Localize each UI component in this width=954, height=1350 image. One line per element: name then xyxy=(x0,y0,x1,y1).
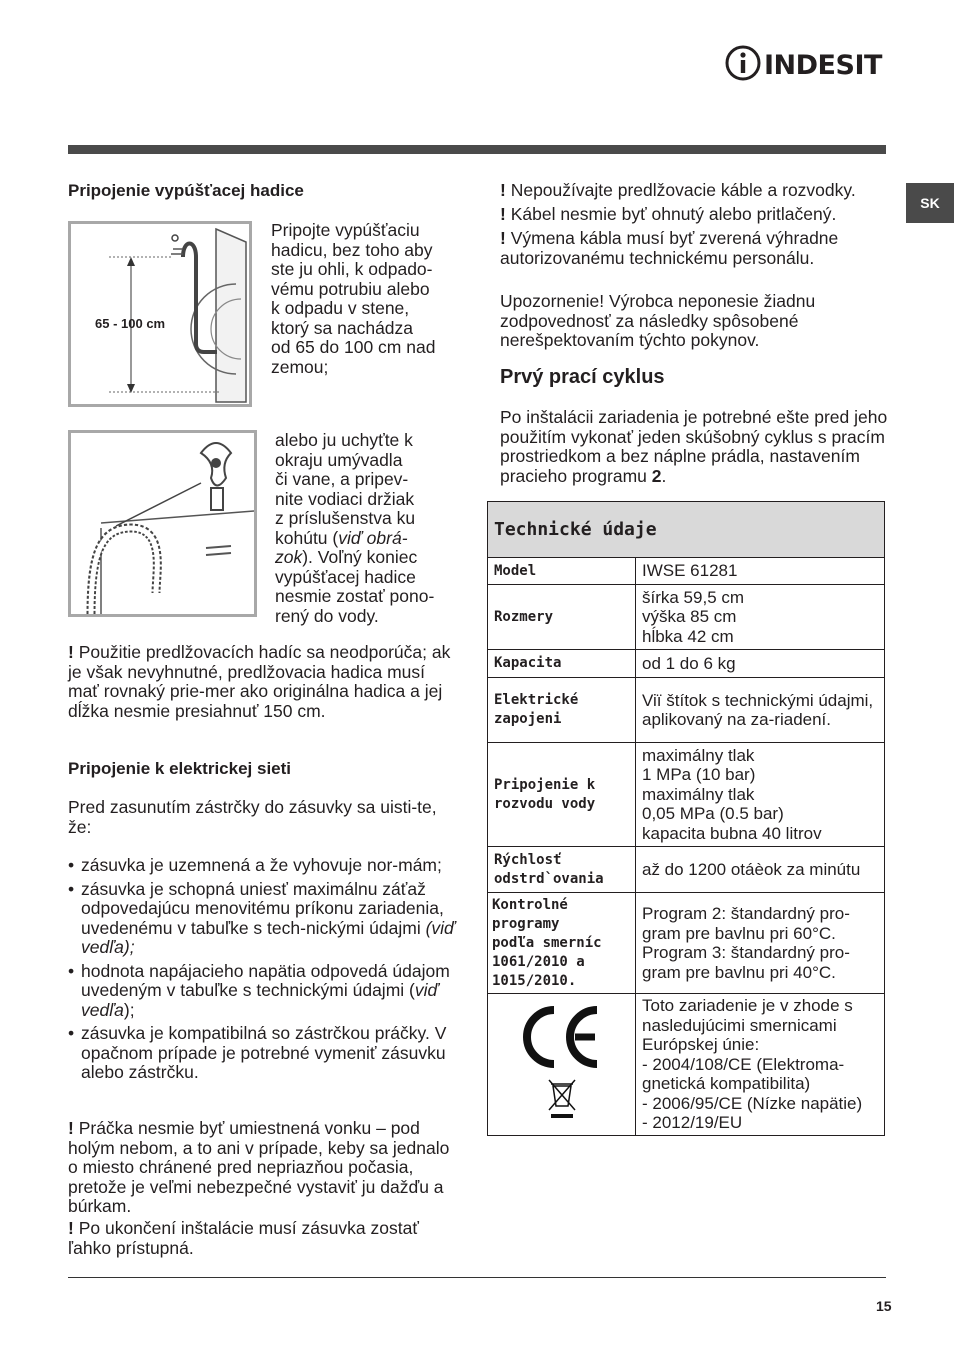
row-label: Rozmery xyxy=(488,585,636,650)
table-row xyxy=(488,650,885,678)
row-value xyxy=(636,743,885,847)
see-ref: (viď vedľa); xyxy=(81,917,455,957)
text-span: hodnota napájacieho napätia odpovedá údajom uvedeným v tabuľke s technickými údajmi ( xyxy=(81,960,450,1000)
text-span: Po ukončení inštalácie musí zásuvka zostať ľahko prístupná. xyxy=(68,1218,419,1258)
drain-line: k odpadu v stene, xyxy=(271,298,410,318)
label-line: podľa smerníc xyxy=(492,934,602,951)
label-line: 1015/2010. xyxy=(492,972,577,989)
label-line: odstrd`ovania xyxy=(494,870,604,887)
see-figure-ref: viď obrá- xyxy=(338,527,408,548)
table-row xyxy=(488,678,885,743)
text-span: ). Voľný koniec xyxy=(302,547,418,567)
warning-cable-2 xyxy=(500,205,890,225)
figure-drain-sink xyxy=(68,430,257,617)
drain-line: okraju umývadla xyxy=(275,449,403,470)
drain-line: ktorý sa nachádza xyxy=(271,317,414,338)
warning-icon: ! xyxy=(68,1218,79,1238)
list-item: • zásuvka je kompatibilná so zástrčkou práčky. V opačnom prípade je potrebné vymeniť zásuvku alebo zástrčku. xyxy=(68,1024,458,1083)
table-row xyxy=(488,994,885,1136)
row-value: IWSE 61281 xyxy=(636,558,885,585)
drain-line xyxy=(275,548,465,568)
warning-cable-1 xyxy=(500,181,890,201)
list-item: • zásuvka je uzemnená a že vyhovuje nor-mám; xyxy=(68,856,458,876)
label-line: Kontrolné xyxy=(492,896,568,913)
wee-bin-icon xyxy=(549,1080,575,1118)
table-header-row xyxy=(488,502,885,558)
program-number: 2 xyxy=(651,465,662,486)
see-ref: viď vedľa xyxy=(81,980,439,1020)
value-line: - 2006/95/CE (Nízke napätie) xyxy=(642,1093,863,1113)
row-value: až do 1200 otáèok za minútu xyxy=(636,847,885,893)
ce-mark-icon xyxy=(517,1002,607,1122)
text-span: kohútu ( xyxy=(275,527,339,548)
drain-line: rený do vody. xyxy=(275,605,379,626)
row-value: od 1 do 6 kg xyxy=(636,650,885,678)
value-line: Toto zariadenie je v zhode s nasledujúcimi smernicami Európskej únie: xyxy=(642,996,853,1055)
label-line: 1061/2010 a xyxy=(492,953,585,970)
label-line: programy xyxy=(492,915,560,932)
header-bar xyxy=(68,145,886,154)
value-line: výška 85 cm xyxy=(642,607,737,627)
value-line: šírka 59,5 cm xyxy=(642,587,745,607)
first-cycle-title: Prvý prací cyklus xyxy=(500,366,665,388)
label-line: Rýchlosť xyxy=(494,851,562,868)
text-span: Výmena kábla musí byť zverená výhradne autorizovanému technickému personálu. xyxy=(500,228,839,268)
warning-icon: ! xyxy=(500,180,511,200)
text-span: Nepoužívajte predlžovacie káble a rozvodky. xyxy=(510,180,856,200)
row-label: Kapacita xyxy=(488,650,636,678)
value-line: hĺbka 42 cm xyxy=(642,626,734,646)
value-line: - 2004/108/CE (Elektroma-gnetická kompatibilita) xyxy=(642,1054,845,1094)
notice: Upozornenie! Výrobca neponesie žiadnu zodpovednosť za následky spôsobené nerešpektovaním týchto pokynov. xyxy=(500,291,816,350)
value-line: 0,05 MPa (0.5 bar) xyxy=(642,804,784,824)
warning-icon: ! xyxy=(68,1118,79,1138)
warning-icon: ! xyxy=(68,642,79,662)
footer-line xyxy=(68,1277,886,1278)
drain-line: hadicu, bez toho aby xyxy=(271,239,433,260)
see-figure-ref: zok xyxy=(275,547,303,567)
brand-name: INDESIT xyxy=(764,50,882,81)
row-label xyxy=(488,678,636,743)
warning-access xyxy=(68,1219,460,1258)
row-label xyxy=(488,743,636,847)
drain-line xyxy=(275,529,465,549)
drain-line: ste ju ohli, k odpado- xyxy=(271,259,433,279)
row-value: Viï štítok s technickými údajmi, aplikovaný na za-riadení. xyxy=(636,678,885,743)
label-line: rozvodu vody xyxy=(494,795,596,812)
ce-mark-cell xyxy=(488,994,636,1136)
technical-data-table xyxy=(487,501,885,1136)
text-span: ); xyxy=(123,999,135,1020)
row-label xyxy=(488,893,636,994)
drain-line: nite vodiaci držiak xyxy=(275,488,415,509)
text-span: Použitie predlžovacích hadíc sa neodporúča; ak je však nevyhnutné, predlžovacia hadica musí mať rovnaký prie-mer ako originálna hadica a jej dĺžka nesmie presiahnuť 150 cm. xyxy=(68,642,451,721)
value-line: 1 MPa (10 bar) xyxy=(642,765,756,785)
row-value xyxy=(636,893,885,994)
value-line: maximálny tlak xyxy=(642,784,755,804)
row-label: Model xyxy=(488,558,636,585)
electric-checklist xyxy=(68,856,458,1087)
drain-line: zemou; xyxy=(271,356,329,377)
table-row xyxy=(488,558,885,585)
height-range-label: 65 - 100 cm xyxy=(95,316,166,331)
electric-title: Pripojenie k elektrickej sieti xyxy=(68,759,292,778)
table-title: Technické údaje xyxy=(488,502,885,558)
table-row xyxy=(488,585,885,650)
value-line: maximálny tlak xyxy=(642,745,755,765)
warning-icon: ! xyxy=(500,228,511,248)
text-span: Kábel nesmie byť ohnutý alebo pritlačený. xyxy=(510,204,837,224)
drain-line: od 65 do 100 cm nad xyxy=(271,337,436,357)
label-line: Pripojenie k xyxy=(494,776,596,793)
list-item xyxy=(68,880,458,958)
drain-line: či vane, a pripev- xyxy=(275,469,409,489)
indesit-i-icon xyxy=(724,44,762,82)
electric-intro: Pred zasunutím zástrčky do zásuvky sa uisti-te, že: xyxy=(68,797,437,837)
list-item xyxy=(68,962,458,1021)
warning-icon: ! xyxy=(500,204,511,224)
drain-line: vypúšťacej hadice xyxy=(275,566,416,587)
label-line: Elektrické xyxy=(494,692,579,708)
table-row xyxy=(488,743,885,847)
warning-extension xyxy=(68,643,454,721)
figure-drain-wall xyxy=(68,221,252,407)
drain-text-2 xyxy=(275,431,465,626)
row-label xyxy=(488,847,636,893)
drain-line: z príslušenstva ku xyxy=(275,508,416,528)
drain-line: Pripojte vypúšťaciu xyxy=(271,220,420,240)
value-line: Program 3: štandardný pro-gram pre bavlnu pri 40°C. xyxy=(642,943,850,982)
table-row xyxy=(488,847,885,893)
label-line: zapojeni xyxy=(494,711,562,727)
language-tab: SK xyxy=(906,183,954,223)
value-line: Program 2: štandardný pro-gram pre bavlnu pri 60°C. xyxy=(642,904,850,943)
text-span: . xyxy=(661,465,667,486)
drain-line: alebo ju uchyťte k xyxy=(275,430,413,450)
drain-line: vému potrubiu alebo xyxy=(271,278,430,299)
warning-cable-3 xyxy=(500,229,885,268)
indesit-logo xyxy=(724,44,889,84)
warning-outdoor xyxy=(68,1119,460,1217)
text-span: Práčka nesmie byť umiestnená vonku – pod holým nebom, a to ani v prípade, keby sa jednalo o miesto chránené pred nepriazňou počasia, pretože je veľmi nebezpečné vystaviť ju dažďu a búrkam. xyxy=(68,1118,450,1216)
drain-text-1 xyxy=(271,221,461,377)
table-row xyxy=(488,893,885,994)
text-span: zásuvka je schopná uniesť maximálnu záťaž odpovedajúcu menovitému príkonu zariadenia, uvedenému v tabuľke s tech-nickými údajmi xyxy=(81,878,444,938)
first-cycle-text xyxy=(500,408,890,486)
drain-title: Pripojenie vypúšťacej hadice xyxy=(68,181,304,200)
value-line: kapacita bubna 40 litrov xyxy=(642,823,822,843)
page-number: 15 xyxy=(876,1298,892,1314)
text-span: Po inštalácii zariadenia je potrebné ešte pred jeho použitím vykonať jeden skúšobný cyklus s pracím prostriedkom a bez náplne prádla, nastavením pracieho programu xyxy=(500,407,888,486)
value-line: - 2012/19/EU xyxy=(642,1113,743,1133)
ce-compliance-text xyxy=(636,994,885,1136)
row-value xyxy=(636,585,885,650)
drain-line: nesmie zostať pono- xyxy=(275,586,435,606)
